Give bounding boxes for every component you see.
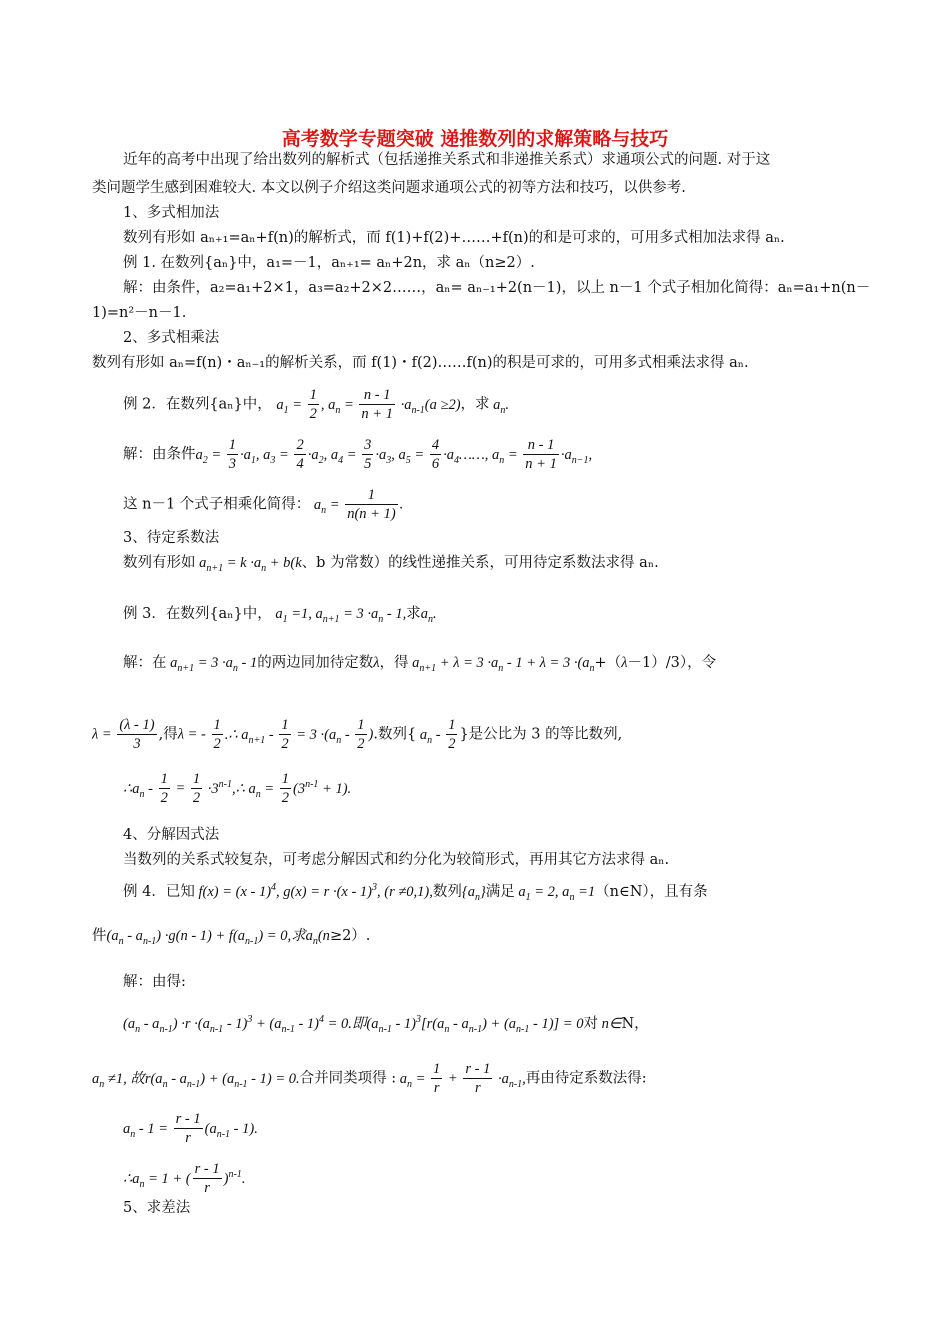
example-4-step: $a_n - 1$ = $\frac{r - 1}{r}$ $(a_{n-1} - 1)$. [123, 1111, 258, 1146]
document-title: 高考数学专题突破 递推数列的求解策略与技巧 [281, 128, 669, 150]
section-3-heading: 3、待定系数法 [123, 530, 220, 546]
example-3-solution: 解：在 $a_{n+1} = 3 \cdot a_n - 1$的两边同加待定数λ，得 $a_{n+1} + \lambda = 3 \cdot a_n - 1 + \lambda = 3 \cdot(a_n+(\lambda-1)/3)$，令 [123, 655, 717, 674]
example-1-solution-cont: 1)=n²－n－1. [92, 305, 187, 321]
example-1-solution: 解：由条件，a₂=a₁+2×1，a₃=a₂+2×2……，aₙ= aₙ₋₁+2(n－1)，以上 n－1 个式子相加化简得：aₙ=a₁+n(n－ [123, 280, 871, 296]
example-3-result: $\therefore a_n$ - $\frac{1}{2}$ = $\frac{1}{2}$ $\cdot 3^{n-1},\therefore$ $a_n$ = $\frac{1}{2}$ $(3^{n-1} + 1)$. [123, 771, 352, 806]
example-1: 例 1. 在数列{aₙ}中，a₁=－1，aₙ₊₁= aₙ+2n，求 aₙ（n≥2）. [123, 255, 535, 271]
example-4-result: $\therefore a_n = 1$ + ( $\frac{r - 1}{r}$ )$^{n-1}$. [123, 1161, 246, 1196]
section-5-heading: 5、求差法 [123, 1200, 191, 1216]
example-3: 例 3．在数列{aₙ}中， $a_1 =1$, $a_{n+1} = 3 \cdot a_n - 1$,求$a_n$. [123, 606, 437, 625]
example-3-solution-line-2: λ = $\frac{(\lambda - 1)}{3}$ ,得λ = - $\frac{1}{2}$ .∴ $a_{n+1}$ - $\frac{1}{2}$ = $3 \cdot(a_n$ - $\frac{1}{2}$ ).数列{ $a_n$ - $\frac{1}{2}$ }是公比为 3 的等比数列, [92, 717, 623, 752]
section-4-description: 当数列的关系式较复杂，可考虑分解因式和约分化为较简形式，再用其它方法求得 aₙ. [123, 852, 670, 868]
section-2-heading: 2、多式相乘法 [123, 330, 220, 346]
section-1-heading: 1、多式相加法 [123, 205, 220, 221]
example-2: 例 2．在数列{aₙ}中， $a_1$ = $\frac{1}{2}$ , $a_n$ = $\frac{n - 1}{n + 1}$ $\cdot a_{n-1}(a \ge 2)$，求 $a_n$. [123, 387, 510, 422]
example-2-solution: 解：由条件$a_2$ = $\frac{1}{3}$ $\cdot a_1$, $a_3$ = $\frac{2}{4}$ $\cdot a_2$, $a_4$ = $\frac{3}{5}$ $\cdot a_3$, $a_5$ = $\frac{4}{6}$ $\cdot a_4\dots\dots$, $a_n$ = $\frac{n - 1}{n + 1}$ $\cdot a_{n-1}$, [123, 437, 593, 472]
section-2-description: 数列有形如 aₙ=f(n)・aₙ₋₁的解析关系，而 f(1)・f(2)……f(n)的积是可求的，可用多式相乘法求得 aₙ. [92, 355, 749, 371]
example-4-condition: 件$(a_n - a_{n-1}) \cdot g(n - 1) + f(a_{n-1}) = 0$,求$a_n(n\ge 2)$. [92, 928, 371, 947]
section-3-description: 数列有形如 $a_{n+1} = k \cdot a_n + b(k$、b 为常数）的线性递推关系，可用待定系数法求得 aₙ. [123, 555, 659, 574]
section-1-description: 数列有形如 aₙ₊₁=aₙ+f(n)的解析式，而 f(1)+f(2)+……+f(n)的和是可求的，可用多式相加法求得 aₙ. [123, 230, 785, 246]
example-4: 例 4．已知 f(x) = (x - 1)$^4$, g(x) = r ·(x - 1)$^3$, (r ≠0,1),数列$\{a_n\}$满足 $a_1 = 2$, $a_n$ =1（n∈N），且有条 [123, 882, 708, 903]
intro-line-1: 近年的高考中出现了给出数列的解析式（包括递推关系式和非递推关系式）求通项公式的问题. 对于这 [123, 152, 771, 168]
section-4-heading: 4、分解因式法 [123, 827, 220, 843]
intro-line-2: 类问题学生感到困难较大. 本文以例子介绍这类问题求通项公式的初等方法和技巧，以供参考. [92, 180, 686, 196]
example-2-result: 这 n－1 个式子相乘化简得： $a_n$ = $\frac{1}{n(n + 1)}$ . [123, 487, 404, 522]
example-4-solution: 解：由得: [123, 974, 186, 990]
example-4-combine: $a_n \ne 1$, 故$r(a_n - a_{n-1}) + (a_{n-1} - 1) = 0$.合并同类项得 : $a_n$ = $\frac{1}{r}$ + $\frac{r - 1}{r}$ $\cdot a_{n-1}$,再由待定系数法得: [92, 1061, 647, 1096]
example-4-factorization: $(a_n - a_{n-1}) \cdot r \cdot(a_{n-1} - 1)^3 + (a_{n-1} - 1)^4 = 0$.即$(a_{n-1} - 1)^3[r(a_n - a_{n-1}) + (a_{n-1} - 1)] = 0$对 n∈N， [123, 1014, 649, 1035]
